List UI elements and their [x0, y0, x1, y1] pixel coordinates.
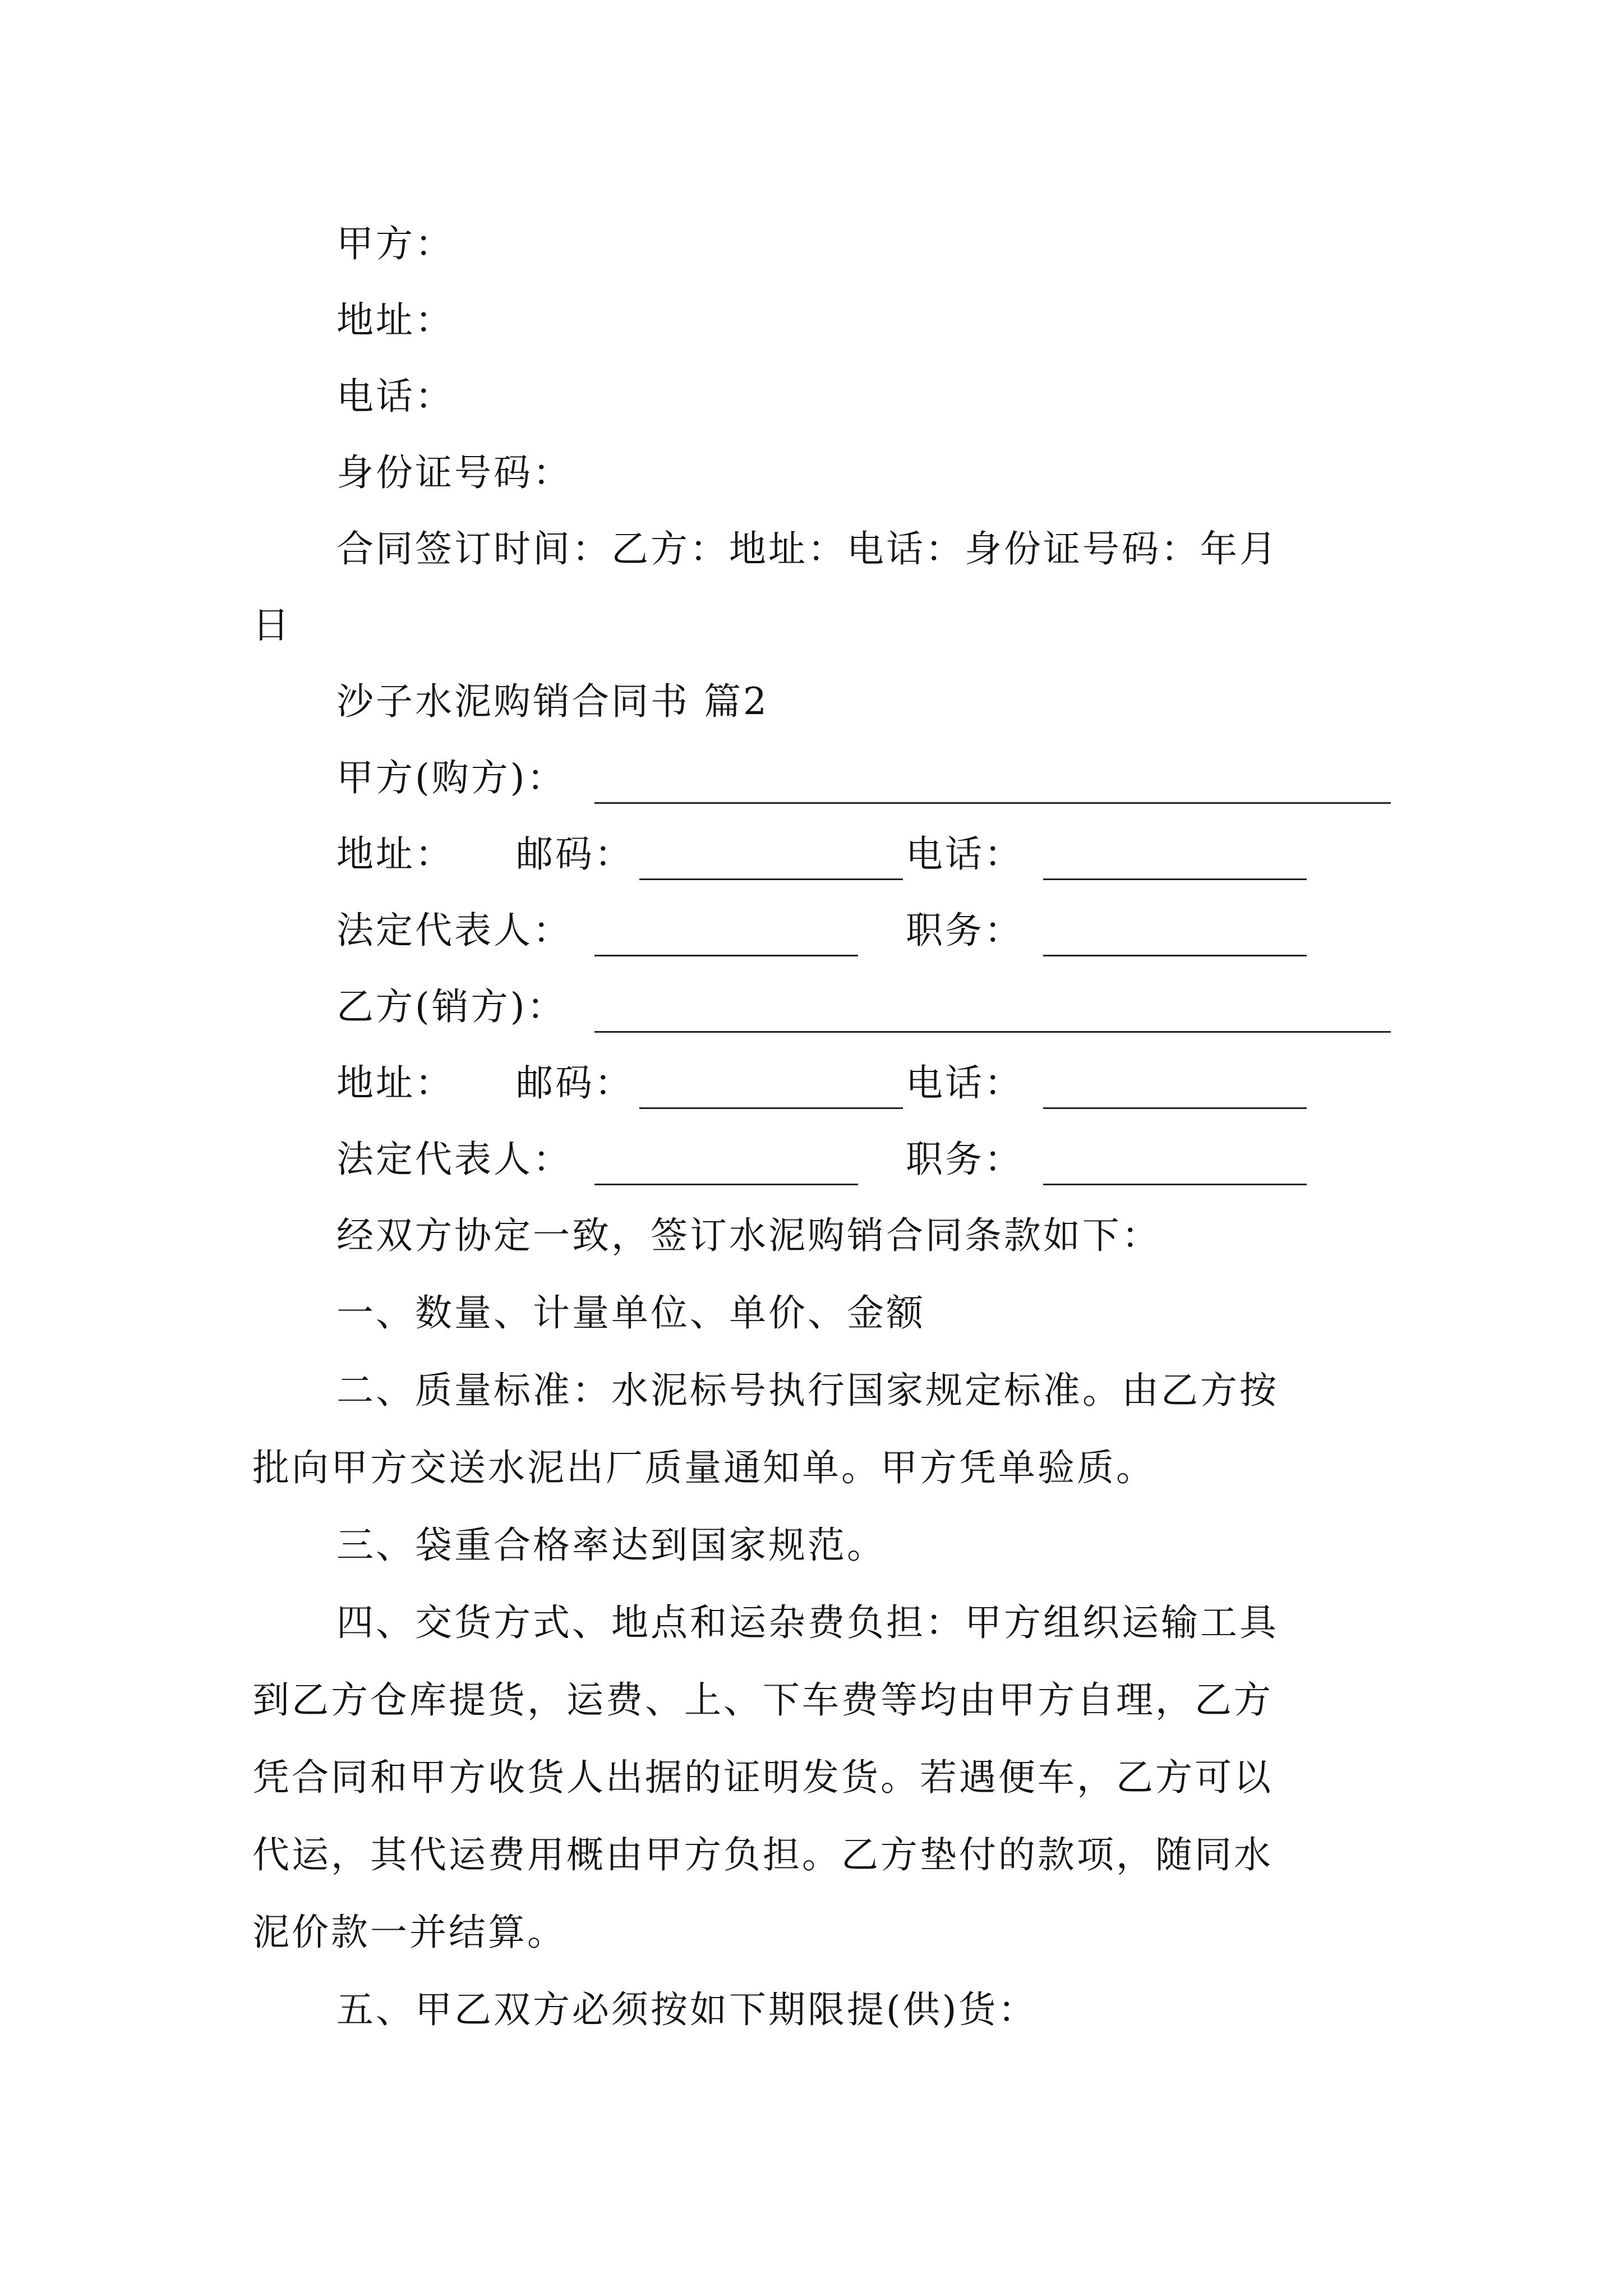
seller-phone-label: 电话： — [906, 1061, 1023, 1105]
seller-legal-rep-blank — [594, 1184, 858, 1185]
clause-1: 一、数量、计量单位、单价、金额 — [336, 1291, 925, 1335]
buyer-postcode-label: 邮码： — [516, 832, 634, 876]
clause-4-line-1: 四、交货方式、地点和运杂费负担：甲方组织运输工具 — [336, 1601, 1279, 1644]
section-title: 沙子水泥购销合同书 篇2 — [336, 680, 769, 723]
clause-4-line-4: 代运，其代运费用概由甲方负担。乙方垫付的款项，随同水 — [252, 1833, 1273, 1876]
seller-label: 乙方(销方)： — [336, 985, 566, 1028]
seller-postcode-blank — [639, 1107, 903, 1109]
clause-2-line-2: 批向甲方交送水泥出厂质量通知单。甲方凭单验质。 — [252, 1446, 1155, 1489]
id-number-label: 身份证号码： — [336, 451, 572, 494]
seller-position-label: 职务： — [906, 1138, 1023, 1181]
clause-2-line-1: 二、质量标准：水泥标号执行国家规定标准。由乙方按 — [336, 1369, 1279, 1412]
buyer-postcode-blank — [639, 878, 903, 880]
seller-postcode-label: 邮码： — [516, 1061, 634, 1105]
clause-3: 三、袋重合格率达到国家规范。 — [336, 1524, 886, 1567]
party-a-label: 甲方： — [336, 222, 454, 265]
buyer-position-label: 职务： — [906, 909, 1023, 952]
clause-4-line-3: 凭合同和甲方收货人出据的证明发货。若遇便车，乙方可以 — [252, 1756, 1273, 1799]
address-label: 地址： — [336, 298, 454, 342]
buyer-blank — [594, 802, 1391, 804]
seller-legal-rep-label: 法定代表人： — [336, 1138, 572, 1181]
phone-label: 电话： — [336, 375, 454, 418]
clause-4-line-2: 到乙方仓库提货，运费、上、下车费等均由甲方自理，乙方 — [252, 1678, 1273, 1722]
buyer-label: 甲方(购方)： — [336, 756, 566, 799]
seller-blank — [594, 1031, 1391, 1033]
clause-4-line-5: 泥价款一并结算。 — [252, 1911, 566, 1954]
seller-address-label: 地址： — [336, 1061, 454, 1105]
buyer-position-blank — [1043, 955, 1307, 956]
buyer-address-label: 地址： — [336, 832, 454, 876]
buyer-legal-rep-blank — [594, 955, 858, 956]
seller-position-blank — [1043, 1184, 1307, 1185]
clauses-intro: 经双方协定一致，签订水泥购销合同条款如下： — [336, 1214, 1161, 1257]
buyer-legal-rep-label: 法定代表人： — [336, 909, 572, 952]
signing-time-line-continued: 日 — [252, 604, 292, 647]
seller-phone-blank — [1043, 1107, 1307, 1109]
signing-time-line: 合同签订时间：乙方：地址：电话：身份证号码：年月 — [336, 527, 1279, 570]
clause-5: 五、甲乙双方必须按如下期限提(供)货： — [336, 1988, 1038, 2031]
buyer-phone-blank — [1043, 878, 1307, 880]
buyer-phone-label: 电话： — [906, 832, 1023, 876]
